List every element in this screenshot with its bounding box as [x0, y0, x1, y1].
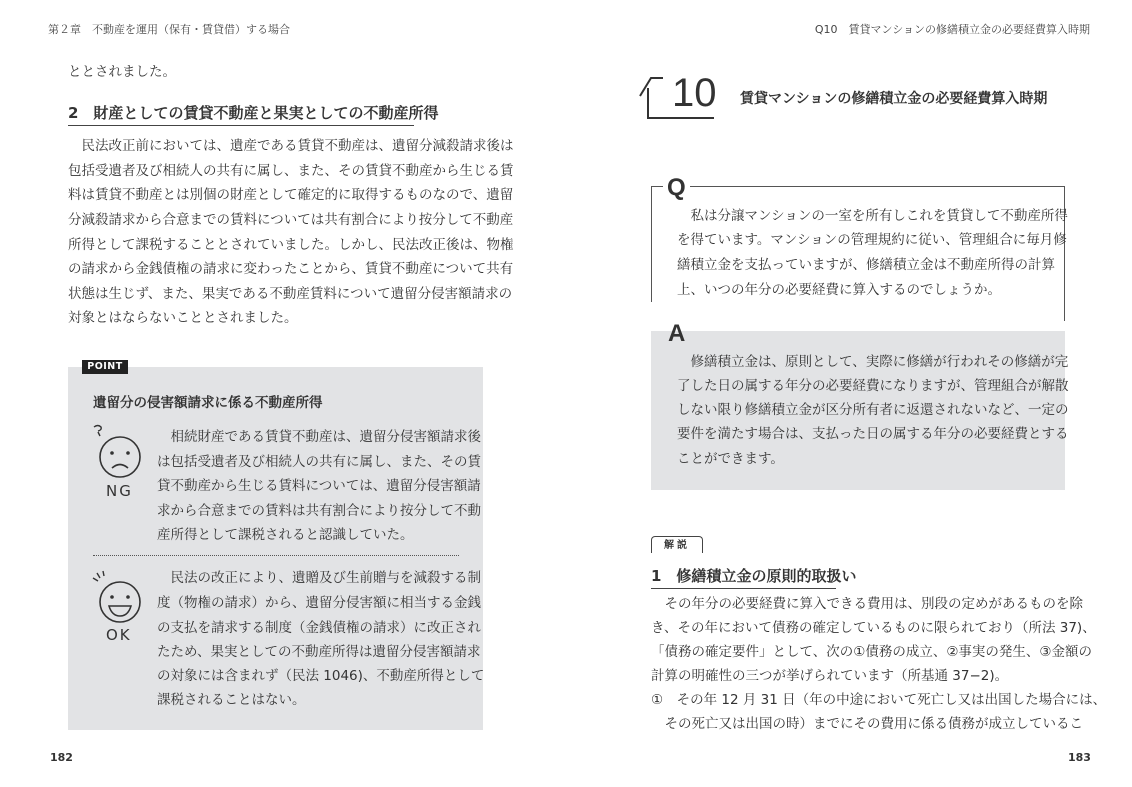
- ok-line: たため、果実としての不動産所得は遺留分侵害額請求: [157, 644, 481, 660]
- body-line: 状態は生じず、また、果実である不動産賃料について遺留分侵害額請求の: [68, 286, 513, 302]
- ng-line: 相続財産である賃貸不動産は、遺留分侵害額請求後: [157, 429, 481, 445]
- section-heading: 1 修繕積立金の原則的取扱い: [651, 565, 836, 589]
- ok-line: の対象には含まれず（民法 1046)、不動産所得として: [157, 668, 485, 684]
- kaisetsu-tag: 解説: [651, 536, 703, 553]
- body-line: その年分の必要経費に算入できる費用は、別段の定めがあるものを除: [651, 596, 1083, 612]
- body-line: 「債務の確定要件」として、次の①債務の成立、②事実の発生、③金額の: [651, 644, 1093, 660]
- body-line: 包括受遺者及び相続人の共有に属し、また、その賃貸不動産から生じる賃: [68, 163, 514, 179]
- answer-line: 了した日の属する年分の必要経費になりますが、管理組合が解散: [677, 378, 1069, 394]
- running-header-right: Q10 賃貸マンションの修繕積立金の必要経費算入時期: [814, 23, 1090, 36]
- ng-line: 貸不動産から生じる賃料については、遺留分侵害額請: [157, 478, 481, 494]
- question-line: を得ています。マンションの管理規約に従い、管理組合に毎月修: [677, 232, 1067, 248]
- page-number-left: 182: [50, 751, 73, 764]
- question-label: Q: [663, 174, 690, 202]
- question-line: 私は分譲マンションの一室を所有しこれを賃貸して不動産所得: [677, 208, 1068, 224]
- body-line: き、その年において債務の確定しているものに限られており（所法 37)、: [651, 620, 1096, 636]
- question-line: 繕積立金を支払っていますが、修繕積立金は不動産所得の計算: [677, 257, 1055, 273]
- page-number-right: 183: [1068, 751, 1091, 764]
- smiling-face-icon: [88, 570, 148, 626]
- answer-line: ことができます。: [677, 451, 784, 467]
- ng-line: 産所得として課税されると認識していた。: [157, 527, 414, 543]
- ok-line: 課税されることはない。: [157, 692, 306, 708]
- body-line: 所得として課税することとされていました。しかし、民法改正後は、物権: [68, 237, 514, 253]
- body-line: の請求から金銭債権の請求に変わったことから、賃貸不動産について共有: [68, 261, 514, 277]
- ng-label: NG: [106, 482, 133, 500]
- answer-line: しない限り修繕積立金が区分所有者に返還されないなど、一定の: [677, 402, 1069, 418]
- running-header-left: 第２章 不動産を運用（保有・賃貸借）する場合: [48, 23, 290, 36]
- body-line: ① その年 12 月 31 日（年の中途において死亡し又は出国した場合には、: [651, 692, 1107, 708]
- ng-line: 求から合意までの賃料は共有割合により按分して不動: [157, 503, 481, 519]
- ok-label: OK: [106, 626, 132, 644]
- question-number: 10: [672, 71, 717, 115]
- body-line: 対象とはならないこととされました。: [68, 310, 298, 326]
- body-line: 料は賃貸不動産とは別個の財産として確定的に取得するものなので、遺留: [68, 187, 514, 203]
- ok-line: 民法の改正により、遺贈及び生前贈与を減殺する制: [157, 570, 481, 586]
- ng-line: は包括受遺者及び相続人の共有に属し、また、その賃: [157, 454, 481, 470]
- answer-label: A: [668, 320, 686, 347]
- body-line: 民法改正前においては、遺産である賃貸不動産は、遺留分減殺請求後は: [68, 138, 514, 154]
- body-line: 計算の明確性の三つが挙げられています（所基通 37−2)。: [651, 668, 1009, 684]
- question-box-left-edge: [651, 186, 652, 302]
- answer-line: 要件を満たす場合は、支払った日の属する年分の必要経費とする: [677, 426, 1069, 442]
- question-title: 賃貸マンションの修繕積立金の必要経費算入時期: [740, 91, 1048, 107]
- carry-over-line: ととされました。: [68, 64, 176, 80]
- answer-line: 修繕積立金は、原則として、実際に修繕が行われその修繕が完: [677, 354, 1069, 370]
- point-title: 遺留分の侵害額請求に係る不動産所得: [93, 395, 323, 411]
- section-heading: 2 財産としての賃貸不動産と果実としての不動産所得: [68, 102, 414, 126]
- divider: [93, 555, 459, 556]
- body-line: 分減殺請求から合意までの賃料については共有割合により按分して不動産: [68, 212, 514, 228]
- worried-face-icon: [88, 424, 148, 480]
- ok-line: 度（物権の請求）から、遺留分侵害額に相当する金銭: [157, 595, 481, 611]
- question-line: 上、いつの年分の必要経費に算入するのでしょうか。: [677, 282, 1001, 298]
- body-line: その死亡又は出国の時）までにその費用に係る債務が成立しているこ: [651, 716, 1083, 732]
- ok-line: の支払を請求する制度（金銭債権の請求）に改正され: [157, 620, 481, 636]
- point-tag: POINT: [82, 360, 128, 374]
